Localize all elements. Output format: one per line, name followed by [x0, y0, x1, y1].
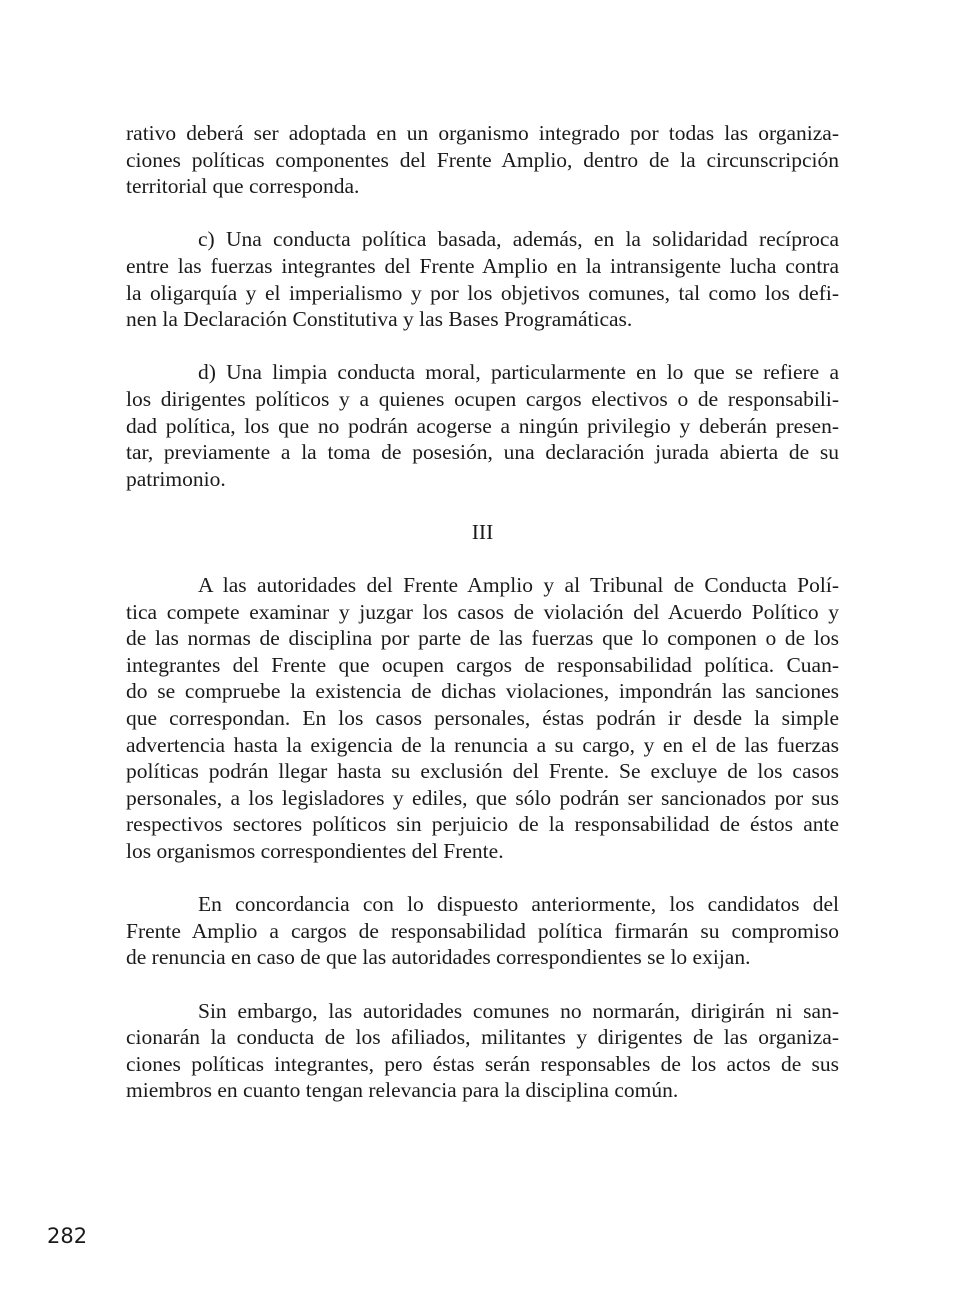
text-line: los organismos correspondientes del Frente. — [126, 839, 504, 864]
text-line: la oligarquía y el imperialismo y por los objetivos comunes, tal como los defi- — [126, 280, 839, 305]
text-line: patrimonio. — [126, 466, 226, 491]
text-line: políticas podrán llegar hasta su exclusión del Frente. Se excluye de los casos — [126, 759, 839, 784]
paragraph-however — [126, 998, 839, 1104]
paragraph-concordance — [126, 891, 839, 971]
text-line: territorial que corresponda. — [126, 174, 360, 199]
text-line: dad política, los que no podrán acogerse a ningún privilegio y deberán presen- — [126, 413, 839, 438]
text-line: advertencia hasta la exigencia de la renuncia a su cargo, y en el de las fuerzas — [126, 732, 839, 757]
text-line: nen la Declaración Constitutiva y las Bases Programáticas. — [126, 307, 633, 332]
text-line: Sin embargo, las autoridades comunes no normarán, dirigirán ni san- — [198, 998, 839, 1023]
text-line: que correspondan. En los casos personales, éstas podrán ir desde la simple — [126, 706, 839, 731]
section-heading: III — [471, 519, 494, 544]
text-line: de renuncia en caso de que las autoridades correspondientes se lo exijan. — [126, 945, 751, 970]
text-line: do se compruebe la existencia de dichas violaciones, impondrán las sanciones — [126, 679, 839, 704]
text-line: tar, previamente a la toma de posesión, una declaración jurada abierta de su — [126, 440, 839, 465]
text-line: En concordancia con lo dispuesto anteriormente, los candidatos del — [198, 892, 839, 917]
text-line: ciones políticas componentes del Frente Amplio, dentro de la circunscripción — [126, 147, 839, 172]
paragraph-authorities — [126, 572, 839, 865]
text-line: Frente Amplio a cargos de responsabilidad política firmarán su compromiso — [126, 918, 839, 943]
text-line: ciones políticas integrantes, pero éstas serán responsables de los actos de sus — [126, 1051, 839, 1076]
text-line: personales, a los legisladores y ediles, que sólo podrán ser sancionados por sus — [126, 785, 839, 810]
text-line: de las normas de disciplina por parte de las fuerzas que lo componen o de los — [126, 626, 839, 651]
text-line: cionarán la conducta de los afiliados, militantes y dirigentes de las organiza- — [126, 1025, 839, 1050]
text-line: c) Una conducta política basada, además, en la solidaridad recíproca — [198, 227, 839, 252]
text-line: los dirigentes políticos y a quienes ocupen cargos electivos o de responsabili- — [126, 386, 839, 411]
document-body — [126, 120, 839, 1131]
text-line: d) Una limpia conducta moral, particularmente en lo que se refiere a — [198, 360, 839, 385]
text-line: entre las fuerzas integrantes del Frente Amplio en la intransigente lucha contra — [126, 253, 839, 278]
page-number: 282 — [47, 1224, 88, 1248]
text-line: tica compete examinar y juzgar los casos de violación del Acuerdo Político y — [126, 599, 839, 624]
paragraph-continuation — [126, 120, 839, 200]
paragraph-item-c — [126, 226, 839, 332]
text-line: A las autoridades del Frente Amplio y al Tribunal de Conducta Polí- — [198, 573, 839, 598]
text-line: integrantes del Frente que ocupen cargos de responsabilidad política. Cuan- — [126, 652, 839, 677]
text-line: respectivos sectores políticos sin perjuicio de la responsabilidad de éstos ante — [126, 812, 839, 837]
paragraph-item-d — [126, 359, 839, 492]
text-line: rativo deberá ser adoptada en un organismo integrado por todas las organiza- — [126, 121, 839, 145]
text-line: miembros en cuanto tengan relevancia para la disciplina común. — [126, 1078, 679, 1103]
